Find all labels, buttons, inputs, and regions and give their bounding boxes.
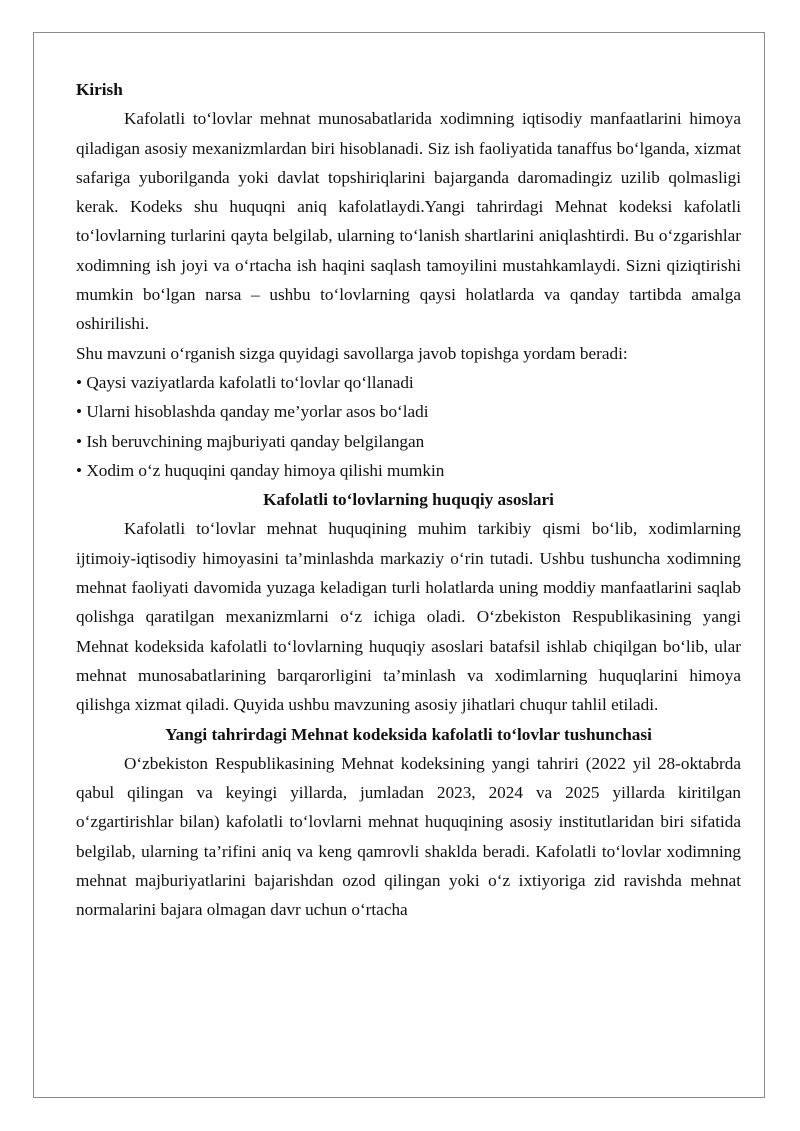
- question-item: • Xodim o‘z huquqini qanday himoya qilishi mumkin: [76, 460, 445, 480]
- question-item: • Ularni hisoblashda qanday me’yorlar asos bo‘ladi: [76, 402, 429, 422]
- section1-paragraph: Kafolatli to‘lovlar mehnat huquqining muhim tarkibiy qismi bo‘lib, xodimlarning ijtimoiy-iqtisodiy himoyasini ta’minlashda markaziy o‘rin tutadi. Ushbu tushuncha xodimning mehnat faoliyati davomida yuzaga keladigan turli holatlarda uning moddiy manfaatlarini saqlab qolishga qaratilgan mexanizmlarni o‘z ichiga oladi. O‘zbekiston Respublikasining yangi Mehnat kodeksida kafolatli to‘lovlarning huquqiy asoslari batafsil ishlab chiqilgan bo‘lib, ular mehnat munosabatlarining barqarorligini ta’minlash va xodimlarning huquqlarini himoya qilishga xizmat qiladi. Quyida ushbu mavzuning asosiy jihatlari chuqur tahlil etiladi.: [76, 519, 741, 715]
- intro-heading: Kirish: [76, 80, 123, 99]
- section2-heading: Yangi tahrirdagi Mehnat kodeksida kafolatli to‘lovlar tushunchasi: [165, 724, 652, 744]
- intro-paragraph: Kafolatli to‘lovlar mehnat munosabatlarida xodimning iqtisodiy manfaatlarini himoya qiladigan asosiy mexanizmlardan biri hisoblanadi. Siz ish faoliyatida tanaffus bo‘lganda, xizmat safariga yuborilganda yoki davlat topshiriqlarini bajarganda daromadingiz uzilib qolmasligi kerak. Kodeks shu huquqni aniq kafolatlaydi.Yangi tahrirdagi Mehnat kodeksi kafolatli to‘lovlarning turlarini qayta belgilab, ularning to‘lanish shartlarini aniqlashtirdi. Bu o‘zgarishlar xodimning ish joyi va o‘rtacha ish haqini saqlash tamoyilini mustahkamlaydi. Sizni qiziqtirishi mumkin bo‘lgan narsa – ushbu to‘lovlarning qaysi holatlarda va qanday tartibda amalga oshirilishi.: [76, 109, 741, 334]
- question-item: • Qaysi vaziyatlarda kafolatli to‘lovlar qo‘llanadi: [76, 372, 414, 392]
- document-body: [76, 75, 741, 925]
- questions-intro: Shu mavzuni o‘rganish sizga quyidagi savollarga javob topishga yordam beradi:: [76, 343, 628, 363]
- section1-heading: Kafolatli to‘lovlarning huquqiy asoslari: [263, 490, 554, 510]
- section2-paragraph: O‘zbekiston Respublikasining Mehnat kodeksining yangi tahriri (2022 yil 28-oktabrda qabul qilingan va keyingi yillarda, jumladan 2023, 2024 va 2025 yillarda kiritilgan o‘zgartirishlar bilan) kafolatli to‘lovlarni mehnat huquqining asosiy institutlaridan biri sifatida belgilab, ularning ta’rifini aniq va keng qamrovli shaklda beradi. Kafolatli to‘lovlar xodimning mehnat majburiyatlarini bajarishdan ozod qilingan yoki o‘z ixtiyoriga zid ravishda mehnat normalarini bajara olmagan davr uchun o‘rtacha: [76, 753, 741, 920]
- question-item: • Ish beruvchining majburiyati qanday belgilangan: [76, 431, 425, 451]
